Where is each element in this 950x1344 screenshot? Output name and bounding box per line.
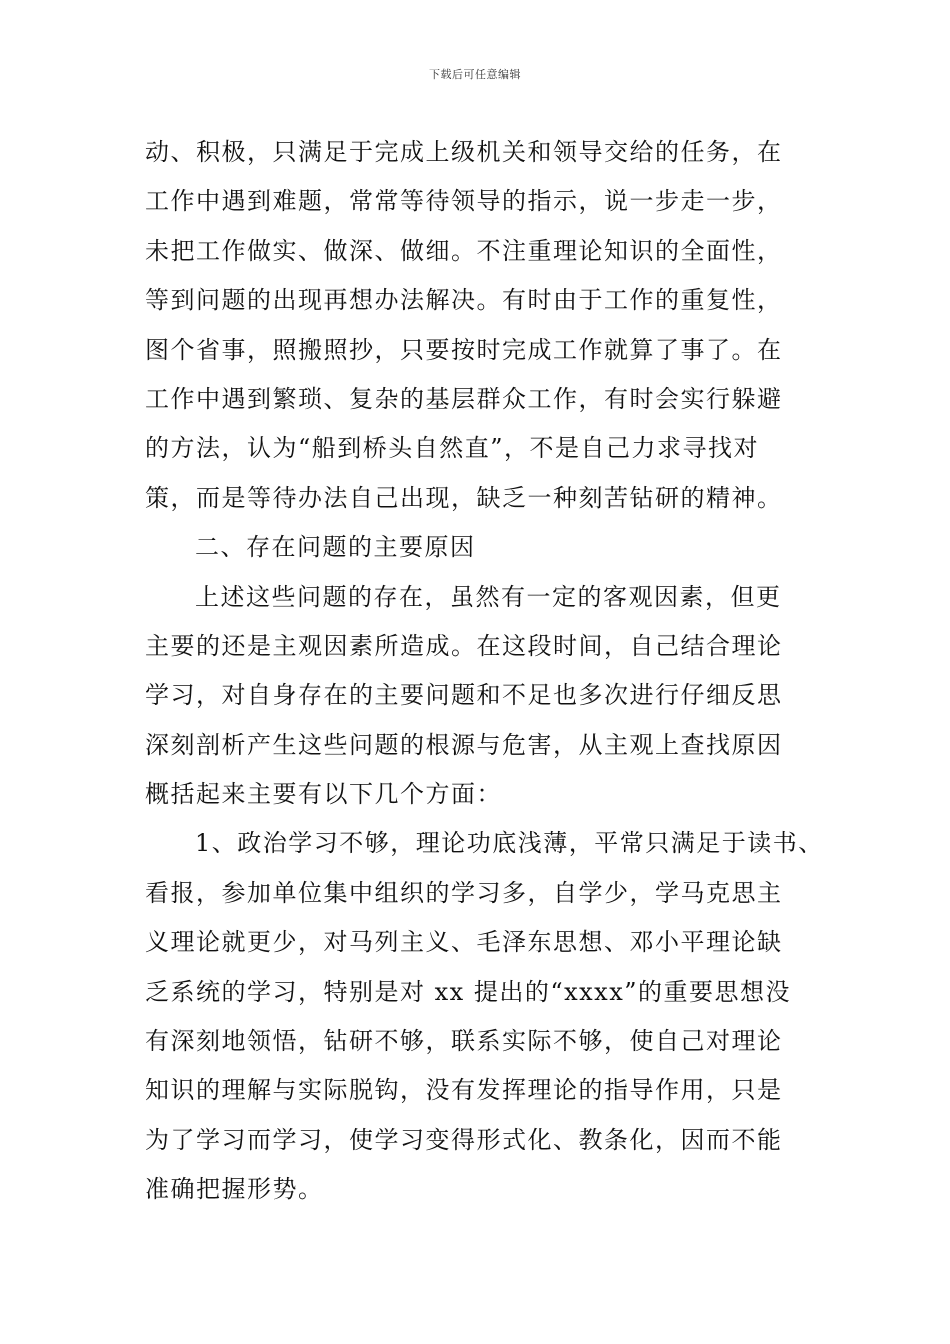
text-line: 准确把握形势。 — [145, 1175, 324, 1204]
text-line: 有深刻地领悟，钻研不够，联系实际不够，使自己对理论 — [145, 1027, 783, 1056]
text-line: 看报，参加单位集中组织的学习多，自学少，学马克思主 — [145, 878, 783, 907]
document-body — [145, 128, 835, 1215]
section-heading: 二、存在问题的主要原因 — [195, 533, 476, 562]
text-line: 为了学习而学习，使学习变得形式化、教条化，因而不能 — [145, 1125, 783, 1154]
page-header: 下载后可任意编辑 — [429, 68, 521, 81]
text-line: 动、积极，只满足于完成上级机关和领导交给的任务，在 — [145, 138, 783, 166]
text-line: 知识的理解与实际脱钩，没有发挥理论的指导作用，只是 — [145, 1076, 783, 1105]
text-line: 策，而是等待办法自己出现，缺乏一种刻苦钻研的精神。 — [145, 483, 783, 512]
text-line: 乏系统的学习，特别是对 xx 提出的“xxxx”的重要思想没 — [145, 977, 792, 1006]
text-line: 深刻剖析产生这些问题的根源与危害，从主观上查找原因 — [145, 730, 783, 759]
text-line: 工作中遇到难题，常常等待领导的指示，说一步走一步， — [145, 187, 783, 216]
text-line: 图个省事，照搬照抄，只要按时完成工作就算了事了。在 — [145, 335, 783, 364]
text-line: 学习，对自身存在的主要问题和不足也多次进行仔细反思 — [145, 681, 783, 710]
text-line: 概括起来主要有以下几个方面： — [145, 780, 502, 809]
paragraph-start: 上述这些问题的存在，虽然有一定的客观因素，但更 — [195, 582, 782, 611]
text-line: 主要的还是主观因素所造成。在这段时间，自己结合理论 — [145, 631, 783, 660]
text-line: 未把工作做实、做深、做细。不注重理论知识的全面性， — [145, 236, 783, 265]
text-line: 义理论就更少，对马列主义、毛泽东思想、邓小平理论缺 — [145, 928, 783, 957]
paragraph-start: 1、政治学习不够，理论功底浅薄，平常只满足于读书、 — [195, 829, 824, 858]
text-line: 等到问题的出现再想办法解决。有时由于工作的重复性， — [145, 286, 783, 315]
text-line: 工作中遇到繁琐、复杂的基层群众工作，有时会实行躲避 — [145, 384, 783, 413]
text-line: 的方法，认为“船到桥头自然直”，不是自己力求寻找对 — [145, 434, 760, 463]
